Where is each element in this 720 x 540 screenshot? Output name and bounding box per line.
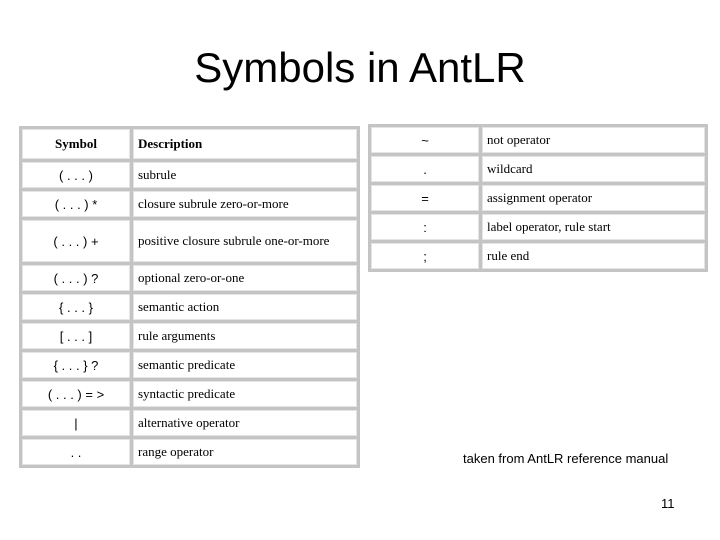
table-row — [22, 162, 357, 188]
table-row — [371, 185, 705, 211]
symbol-cell: { . . . } ? — [22, 352, 130, 378]
header-symbol: Symbol — [22, 129, 130, 159]
description-cell: range operator — [133, 439, 357, 465]
page-number: 11 — [661, 496, 675, 511]
description-cell: alternative operator — [133, 410, 357, 436]
description-cell: assignment operator — [482, 185, 705, 211]
table-row — [371, 214, 705, 240]
symbol-cell: [ . . . ] — [22, 323, 130, 349]
symbol-cell: ( . . . ) ? — [22, 265, 130, 291]
description-cell: not operator — [482, 127, 705, 153]
table-row — [22, 323, 357, 349]
table-row — [22, 265, 357, 291]
table-row — [371, 156, 705, 182]
symbols-table-left — [19, 126, 360, 468]
table-row — [371, 243, 705, 269]
description-cell: semantic predicate — [133, 352, 357, 378]
description-cell: closure subrule zero-or-more — [133, 191, 357, 217]
source-note: taken from AntLR reference manual — [463, 451, 669, 466]
symbol-cell: . — [371, 156, 479, 182]
description-cell: subrule — [133, 162, 357, 188]
description-cell: positive closure subrule one-or-more — [133, 220, 357, 262]
description-cell: label operator, rule start — [482, 214, 705, 240]
description-cell: rule arguments — [133, 323, 357, 349]
table-row — [22, 191, 357, 217]
symbol-cell: ( . . . ) = > — [22, 381, 130, 407]
table-row — [22, 220, 357, 262]
description-cell: wildcard — [482, 156, 705, 182]
header-description: Description — [133, 129, 357, 159]
symbol-cell: ( . . . ) — [22, 162, 130, 188]
description-cell: syntactic predicate — [133, 381, 357, 407]
description-cell: semantic action — [133, 294, 357, 320]
symbol-cell: | — [22, 410, 130, 436]
table-row — [22, 352, 357, 378]
table-row — [22, 381, 357, 407]
table-row — [22, 439, 357, 465]
table-row — [22, 410, 357, 436]
table-header-row — [22, 129, 357, 159]
page-title: Symbols in AntLR — [194, 44, 526, 91]
description-cell: optional zero-or-one — [133, 265, 357, 291]
symbol-cell: = — [371, 185, 479, 211]
symbols-table-right — [368, 124, 708, 272]
symbol-cell: ; — [371, 243, 479, 269]
symbol-cell: ( . . . ) * — [22, 191, 130, 217]
symbol-cell: ( . . . ) + — [22, 220, 130, 262]
description-cell: rule end — [482, 243, 705, 269]
symbol-cell: . . — [22, 439, 130, 465]
table-row — [22, 294, 357, 320]
symbol-cell: { . . . } — [22, 294, 130, 320]
symbol-cell: ~ — [371, 127, 479, 153]
table-row — [371, 127, 705, 153]
symbol-cell: : — [371, 214, 479, 240]
